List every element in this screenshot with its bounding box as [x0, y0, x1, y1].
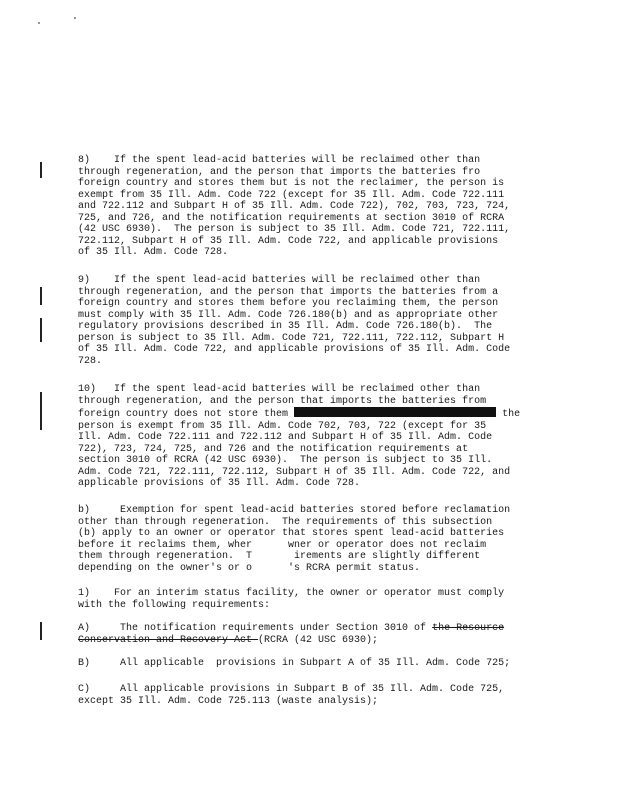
- text-line: 1) For an interim status facility, the owner or operator must comply: [78, 588, 505, 599]
- item-c: [78, 684, 548, 707]
- revision-bar: [40, 318, 42, 342]
- text-line: 728.: [78, 355, 103, 367]
- text-line: [78, 635, 548, 647]
- item-b: [78, 658, 548, 670]
- text-line: 8) If the spent lead-acid batteries will be reclaimed other than: [78, 155, 481, 166]
- text-line: except 35 Ill. Adm. Code 725.113 (waste analysis);: [78, 695, 379, 707]
- text-line: 10) If the spent lead-acid batteries will be reclaimed other than: [78, 384, 481, 395]
- text-line: of 35 Ill. Adm. Code 728.: [78, 247, 229, 258]
- struck-text: Conservation and Recovery Act: [78, 634, 259, 646]
- text-line: 9) If the spent lead-acid batteries will be reclaimed other than: [78, 275, 481, 286]
- text-line: before it reclaims them, wher wner or operator does not reclaim: [78, 539, 487, 551]
- text-line: 722), 723, 724, 725, and 726 and the notification requirements at: [78, 443, 469, 455]
- text-line: foreign country and stores them but is not the reclaimer, the person is: [78, 178, 505, 189]
- revision-bar: [40, 287, 42, 305]
- revision-bar: [40, 392, 42, 430]
- text-line: depending on the owner's or o 's RCRA permit status.: [78, 562, 421, 574]
- item-a: [78, 623, 548, 646]
- text-line: through regeneration, and the person that imports the batteries from a: [78, 286, 499, 298]
- text-fragment: A) The notification requirements under Section 3010 of: [78, 623, 433, 634]
- text-fragment: the: [502, 409, 521, 420]
- text-fragment: (RCRA (42 USC 6930);: [258, 634, 379, 646]
- text-line: them through regeneration. T irements are slightly different: [78, 551, 481, 562]
- text-line: must comply with 35 Ill. Adm. Code 726.180(b) and as appropriate other: [78, 309, 499, 321]
- text-line: Adm. Code 721, 722.111, 722.112, Subpart H of 35 Ill. Adm. Code 722, and: [78, 466, 511, 478]
- scan-speck: [74, 17, 76, 19]
- revision-bar: [40, 622, 42, 640]
- text-line: and 722.112 and Subpart H of 35 Ill. Adm. Code 722), 702, 703, 723, 724,: [78, 201, 511, 212]
- struck-text: the Resource: [432, 623, 505, 634]
- paragraph-9: [78, 275, 548, 367]
- text-line: b) Exemption for spent lead-acid batteries stored before reclamation: [78, 505, 511, 516]
- text-line: with the following requirements:: [78, 599, 271, 611]
- text-line: (42 USC 6930). The person is subject to 35 Ill. Adm. Code 721, 722.111,: [78, 224, 511, 235]
- text-fragment: foreign country does not store them: [78, 409, 289, 420]
- item-1: [78, 588, 548, 611]
- text-line: applicable provisions of 35 Ill. Adm. Code 728.: [78, 478, 361, 489]
- subsection-b: [78, 505, 548, 574]
- text-line: [78, 623, 548, 635]
- text-line-redacted: [78, 407, 548, 421]
- scan-speck: [38, 22, 40, 24]
- text-line: C) All applicable provisions in Subpart B of 35 Ill. Adm. Code 725,: [78, 684, 505, 695]
- text-line: other than through regeneration. The requirements of this subsection: [78, 516, 493, 528]
- text-line: foreign country and stores them before you reclaiming them, the person: [78, 298, 499, 309]
- text-line: person is exempt from 35 Ill. Adm. Code 702, 703, 722 (except for 35: [78, 420, 487, 432]
- revision-bar: [40, 162, 42, 178]
- text-line: of 35 Ill. Adm. Code 722, and applicable provisions of 35 Ill. Adm. Code: [78, 344, 511, 355]
- text-line: through regeneration, and the person that imports the batteries from: [78, 395, 487, 407]
- text-line: B) All applicable provisions in Subpart A of 35 Ill. Adm. Code 725;: [78, 658, 511, 669]
- text-line: 722.112, Subpart H of 35 Ill. Adm. Code 722, and applicable provisions: [78, 235, 499, 247]
- paragraph-10: [78, 384, 548, 490]
- text-line: (b) apply to an owner or operator that stores spent lead-acid batteries: [78, 528, 505, 539]
- redaction-block: [294, 407, 496, 417]
- paragraph-8: [78, 155, 548, 259]
- text-line: person is subject to 35 Ill. Adm. Code 721, 722.111, 722.112, Subpart H: [78, 332, 505, 344]
- text-line: through regeneration, and the person that imports the batteries fro: [78, 166, 481, 178]
- text-line: section 3010 of RCRA (42 USC 6930). The person is subject to 35 Ill.: [78, 455, 493, 466]
- text-line: regulatory provisions described in 35 Ill. Adm. Code 726.180(b). The: [78, 321, 493, 332]
- text-line: 725, and 726, and the notification requirements at section 3010 of RCRA: [78, 212, 505, 224]
- text-line: Ill. Adm. Code 722.111 and 722.112 and Subpart H of 35 Ill. Adm. Code: [78, 432, 493, 443]
- text-line: exempt from 35 Ill. Adm. Code 722 (except for 35 Ill. Adm. Code 722.111: [78, 189, 505, 201]
